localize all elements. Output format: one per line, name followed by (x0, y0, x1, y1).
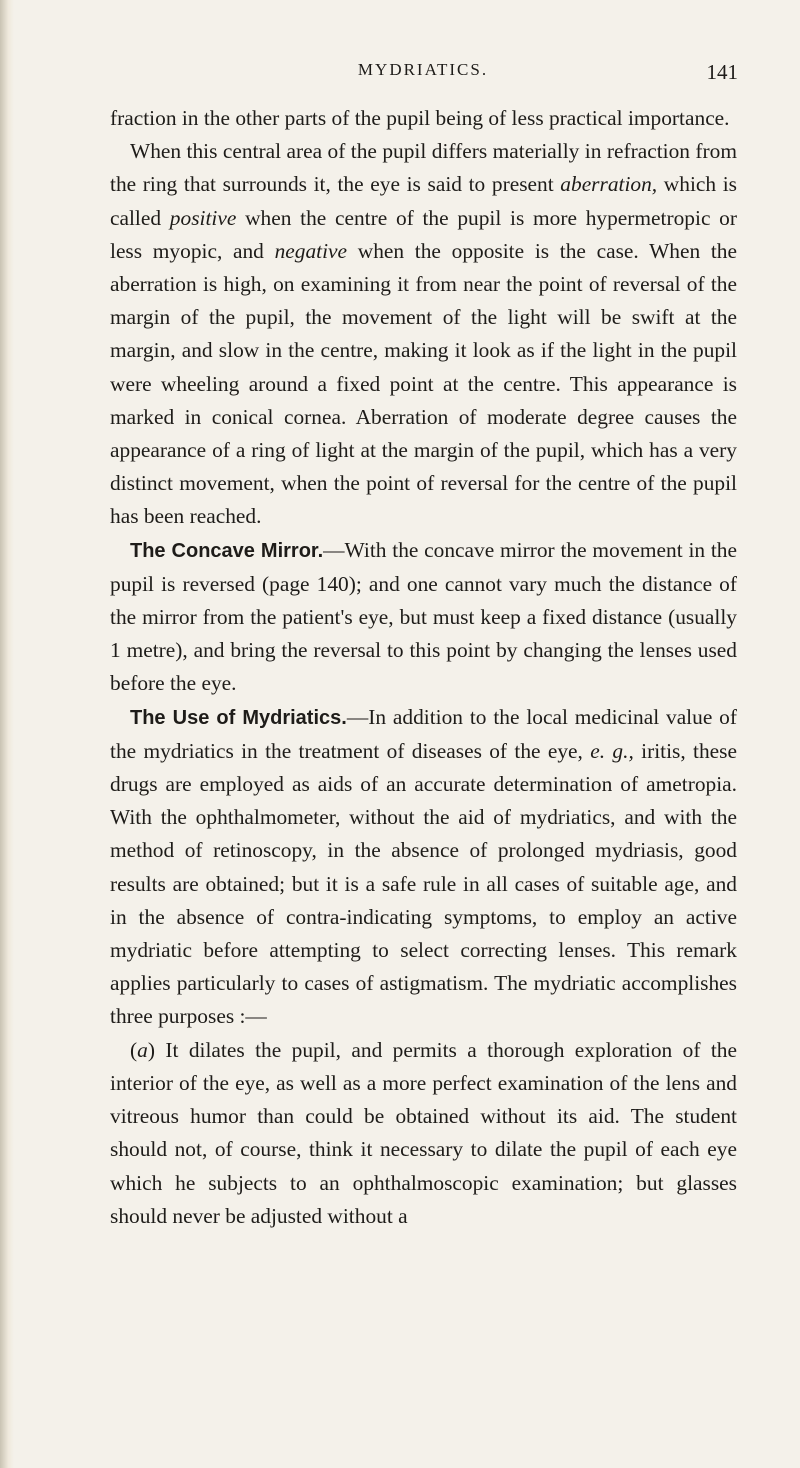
paragraph-text: —With the concave mirror the movement in the pupil is reversed (page 140); and one cannot vary much the distance of the mirror from the patient's eye, but must keep a fixed distance (usually 1 metre), and bring the reversal to this point by changing the lenses used before the eye. (110, 537, 737, 696)
paragraph-text: It dilates the pupil, and permits a thorough exploration of the interior of the eye, as well as a more perfect examination of the lens and vitreous humor than could be obtained without its aid. The student should not, of course, think it necessary to dilate the pupil of each eye which he subjects to an ophthalmoscopic examination; but glasses should never be adjusted without a (110, 1037, 737, 1228)
paragraph (110, 102, 737, 135)
section-heading: The Concave Mirror. (130, 539, 324, 562)
paragraph (110, 534, 737, 701)
paragraph (110, 135, 737, 533)
italic-term: e. g., (590, 738, 634, 763)
paragraph-text: fraction in the other parts of the pupil being of less practical importance. (110, 106, 730, 130)
paragraph-text: —In addition to the local medicinal value of the mydriatics in the treatment of diseases of the eye, (110, 704, 737, 763)
italic-term: negative (274, 238, 348, 263)
section-heading: The Use of Mydriatics. (130, 706, 347, 729)
paragraph (110, 701, 737, 1034)
page-header (108, 60, 738, 90)
italic-term: aberration, (560, 172, 658, 197)
paragraph-text: When this central area of the pupil differs materially in refraction from the ring that surrounds it, the eye is said to present (110, 139, 737, 197)
paragraph-text: iritis, these drugs are employed as aids of an accurate determination of ametropia. With the ophthalmometer, without the aid of mydriatics, and with the method of retinoscopy, in the absence of prolonged mydriasis, good results are obtained; but it is a safe rule in all cases of suitable age, and in the absence of contra-indicating symptoms, to employ an active mydriatic before attempting to select correcting lenses. This remark applies particularly to cases of astigmatism. The mydriatic accomplishes three purposes :— (110, 738, 737, 1029)
paragraph-text: when the centre of the pupil is more hypermetropic or less myopic, and (110, 205, 737, 263)
paragraph-text: which is called (110, 172, 737, 230)
paragraph-text: when the opposite is the case. When the aberration is high, on examining it from near the point of reversal of the margin of the pupil, the movement of the light will be swift at the margin, and slow in the centre, making it look as if the light in the pupil were wheeling around a fixed point at the centre. This appearance is marked in conical cornea. Aberration of moderate degree causes the appearance of a ring of light at the margin of the pupil, which has a very distinct movement, when the point of reversal for the centre of the pupil has been reached. (110, 238, 737, 529)
page-number: 141 (706, 60, 738, 84)
list-label: a (137, 1037, 148, 1062)
list-label-close: ) (147, 1037, 155, 1062)
paragraph (110, 1034, 737, 1233)
running-head: MYDRIATICS. (357, 60, 489, 79)
body-text (110, 102, 737, 1233)
italic-term: positive (169, 205, 237, 230)
page-edge-shadow (0, 0, 14, 1468)
list-label-open: ( (130, 1037, 138, 1062)
